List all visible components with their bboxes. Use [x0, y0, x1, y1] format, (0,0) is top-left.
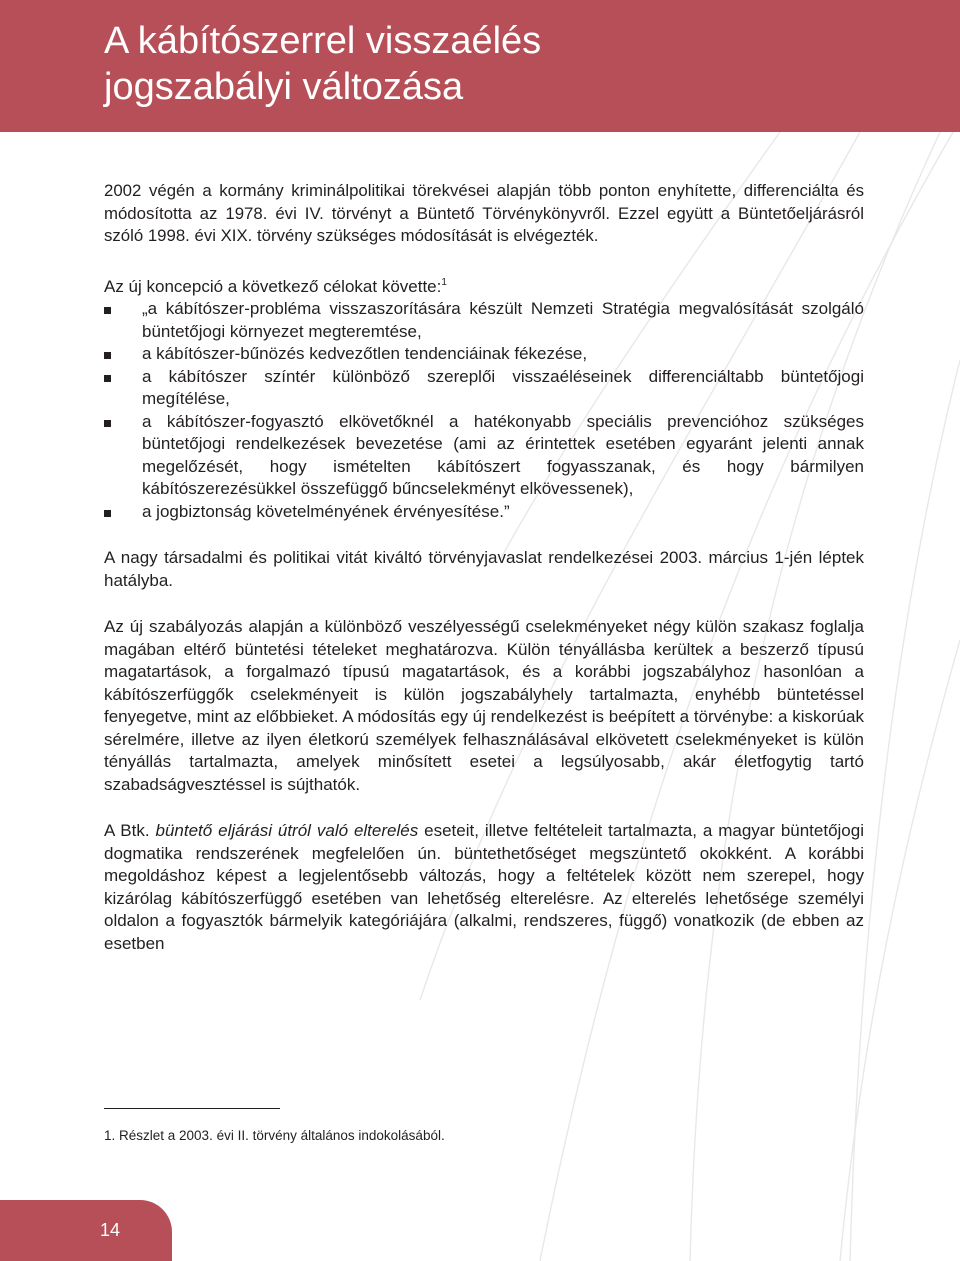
list-item: [104, 298, 864, 343]
paragraph-diversion-rest: eseteit, illetve feltételeit tartalmazta, a magyar büntetőjogi dogmatika rendszerének megfelelően ún. büntethetőséget megszüntető okokként. A korábbi megoldáshoz képest a legjelentősebb változás, hogy a feltételek között nem szerepel, hogy kizárólag kábítószerfüggő esetében van lehetőség elterelésre. Az elterelés lehetősége személyi oldalon a fogyasztók bármelyik kategóriájára (alkalmi, rendszeres, függő) vonatkozik (de ebben az esetben: [104, 821, 864, 953]
paragraph-effective-date: A nagy társadalmi és politikai vitát kiváltó törvényjavaslat rendelkezései 2003. március 1-jén léptek hatályba.: [104, 548, 864, 590]
list-item: [104, 501, 864, 524]
list-item-text: „a kábítószer-probléma visszaszorítására készült Nemzeti Stratégia megvalósítását szolgáló büntetőjogi környezet megteremtése,: [142, 299, 864, 341]
footnote: 1. Részlet a 2003. évi II. törvény általános indokolásából.: [104, 1128, 445, 1143]
chapter-title: [104, 18, 541, 110]
list-item: [104, 343, 864, 366]
chapter-title-line-2: jogszabályi változása: [104, 66, 464, 108]
paragraph-diversion-start: A Btk.: [104, 821, 156, 840]
goals-lead-text: Az új koncepció a következő célokat követte:: [104, 276, 442, 296]
list-item-text: a kábítószer színtér különböző szereplői visszaéléseinek differenciáltabb büntetőjogi megítélése,: [142, 366, 864, 408]
list-item: [104, 411, 864, 501]
paragraph-diversion-emphasis: büntető eljárási útról való elterelés: [155, 821, 419, 840]
page-number-tab: [0, 1200, 172, 1261]
paragraph-new-regulation: Az új szabályozás alapján a különböző veszélyességű cselekményeket négy külön szakasz foglalja magában eltérő büntetési tételeket meghatározva. Külön tényállásba kerültek a beszerző típusú magatartások, a forgalmazó típusú magatartások, és a korábbi jogszabályhoz hasonlóan a kábítószerfüggők cselekményeit is külön jogszabályhely tartalmazta, enyhébb büntetéssel fenyegetve, mint az előbbieket. A módosítás egy új rendelkezést is beépített a törvénybe: a kiskorúak sérelmére, illetve az ilyen életkorú személyek felhasználásával elkövetett cselekményeket is külön tényállás tartalmazta, amelyek minősített esetei a legsúlyosabb, akár életfogytig tartó szabadságvesztéssel is sújthatók.: [104, 617, 864, 794]
list-item-text: a kábítószer-fogyasztó elkövetőknél a hatékonyabb speciális prevencióhoz szükséges büntetőjogi rendelkezések bevezetése (ami az érintettek esetében egyaránt jelenti annak megelőzését, hogy ismételten kábítószert fogyasszanak, és hogy bármilyen kábítószerezésükkel összefüggő bűncselekményt elkövessenek),: [142, 411, 864, 498]
main-text: [104, 180, 864, 955]
goals-lead: [104, 272, 864, 299]
list-item: [104, 366, 864, 411]
chapter-title-line-1: A kábítószerrel visszaélés: [104, 20, 542, 62]
footnote-reference: 1: [441, 276, 447, 288]
square-bullet-icon: [104, 375, 111, 382]
list-item-text: a kábítószer-bűnözés kedvezőtlen tendenciáinak fékezése,: [142, 344, 588, 363]
list-item-text: a jogbiztonság követelményének érvényesítése.”: [142, 501, 510, 521]
paragraph-diversion: [104, 820, 864, 955]
square-bullet-icon: [104, 352, 111, 359]
square-bullet-icon: [104, 307, 111, 314]
square-bullet-icon: [104, 420, 111, 427]
page-number: 14: [100, 1220, 121, 1240]
intro-paragraph: 2002 végén a kormány kriminálpolitikai törekvései alapján több ponton enyhítette, differenciálta és módosította az 1978. évi IV. törvényt a Büntető Törvénykönyvről. Ezzel együtt a Büntetőeljárásról szóló 1998. évi XIX. törvény szükséges módosítását is elvégezték.: [104, 181, 864, 245]
chapter-header-band: [0, 0, 960, 132]
square-bullet-icon: [104, 510, 111, 517]
footnote-divider: [104, 1108, 280, 1109]
goals-list: [104, 298, 864, 523]
